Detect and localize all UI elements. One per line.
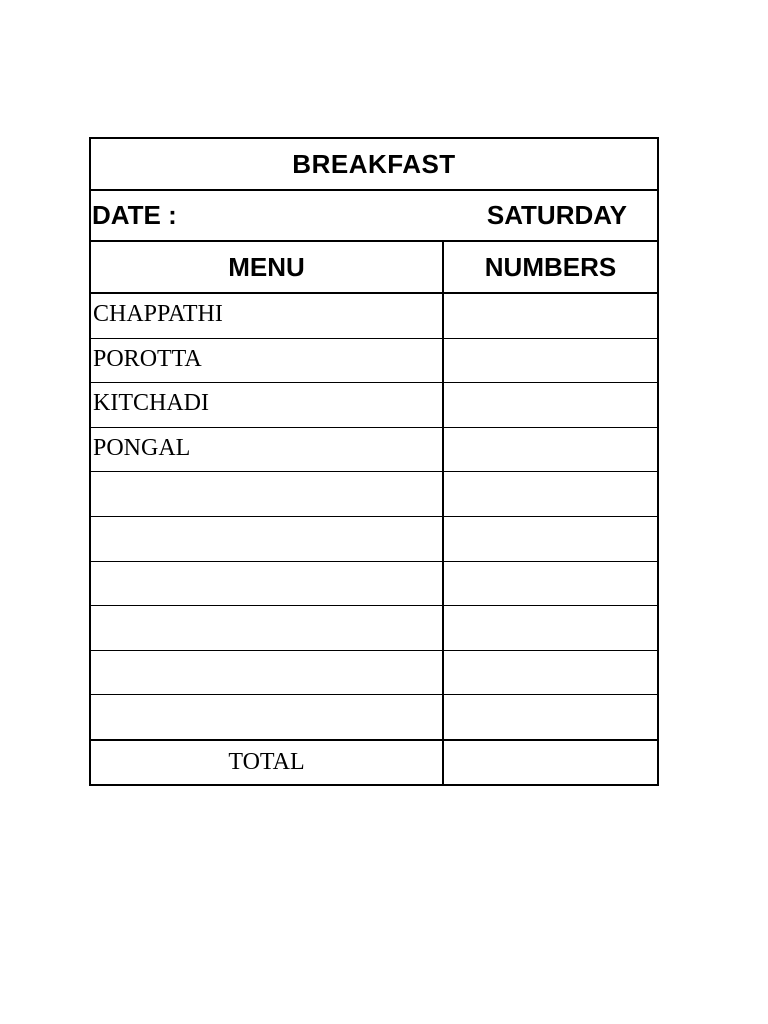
- date-label: DATE :: [92, 200, 177, 230]
- menu-cell[interactable]: [91, 651, 444, 695]
- menu-header: MENU: [228, 251, 305, 282]
- numbers-header: NUMBERS: [484, 251, 617, 282]
- number-cell[interactable]: [444, 294, 657, 338]
- sheet-title: BREAKFAST: [292, 148, 456, 179]
- total-value-cell[interactable]: [444, 741, 657, 784]
- menu-cell[interactable]: [91, 606, 444, 650]
- menu-cell[interactable]: [91, 294, 444, 338]
- breakfast-sheet: [89, 137, 659, 786]
- menu-cell[interactable]: [91, 517, 444, 561]
- table-row: [91, 294, 657, 339]
- table-row: [91, 428, 657, 473]
- table-row: [91, 562, 657, 607]
- table-row: [91, 383, 657, 428]
- table-row: [91, 517, 657, 562]
- menu-header-cell: [91, 242, 444, 292]
- number-cell[interactable]: [444, 339, 657, 383]
- total-label-cell: [91, 741, 444, 784]
- table-row: [91, 472, 657, 517]
- numbers-header-cell: [444, 242, 657, 292]
- number-cell[interactable]: [444, 517, 657, 561]
- menu-cell[interactable]: [91, 562, 444, 606]
- menu-cell[interactable]: [91, 339, 444, 383]
- number-cell[interactable]: [444, 383, 657, 427]
- table-row: [91, 606, 657, 651]
- menu-item-name: CHAPPATHI: [93, 301, 223, 327]
- title-row: [91, 139, 657, 191]
- number-cell[interactable]: [444, 562, 657, 606]
- menu-cell[interactable]: [91, 472, 444, 516]
- total-row: [91, 740, 657, 784]
- number-cell[interactable]: [444, 428, 657, 472]
- day-label: SATURDAY: [486, 200, 627, 230]
- table-row: [91, 651, 657, 696]
- menu-cell[interactable]: [91, 428, 444, 472]
- number-cell[interactable]: [444, 651, 657, 695]
- column-header-row: [91, 242, 657, 294]
- total-label: TOTAL: [228, 748, 305, 775]
- menu-item-name: KITCHADI: [93, 390, 209, 417]
- menu-cell[interactable]: [91, 383, 444, 427]
- table-row: [91, 695, 657, 740]
- menu-item-name: PONGAL: [93, 434, 191, 461]
- date-row: [91, 191, 657, 242]
- menu-item-name: POROTTA: [93, 345, 202, 372]
- number-cell[interactable]: [444, 606, 657, 650]
- menu-cell[interactable]: [91, 695, 444, 739]
- table-row: [91, 339, 657, 384]
- number-cell[interactable]: [444, 472, 657, 516]
- number-cell[interactable]: [444, 695, 657, 739]
